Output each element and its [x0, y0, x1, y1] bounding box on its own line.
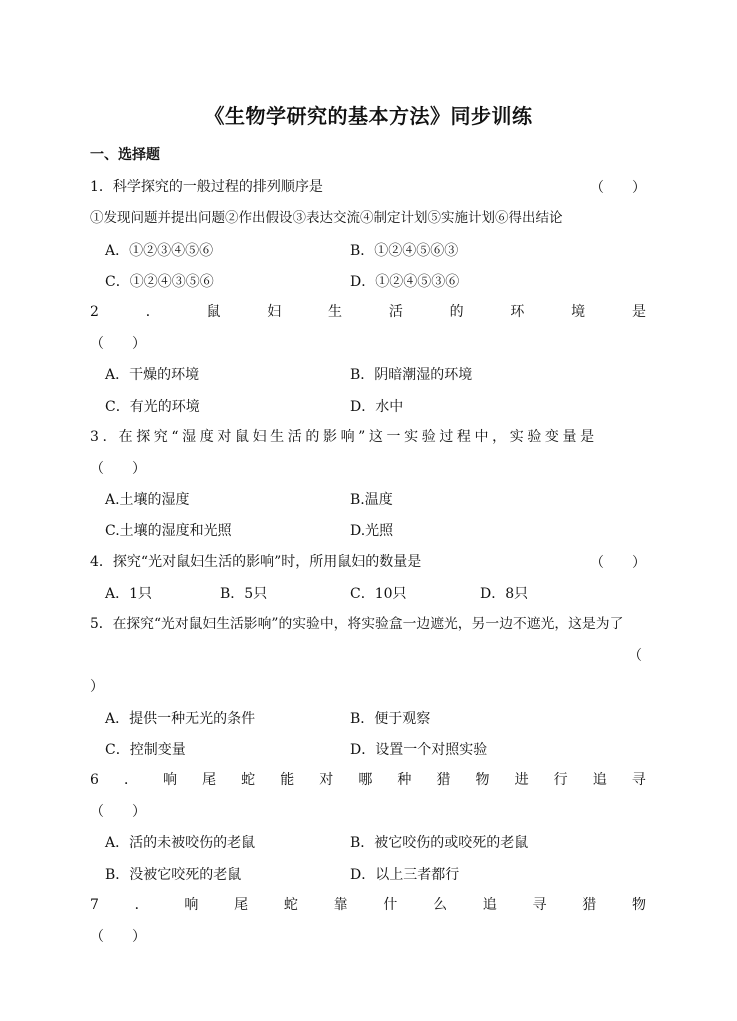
question-6-stem: 6 ． 响 尾 蛇 能 对 哪 种 猎 物 进 行 追 寻 — [90, 772, 646, 788]
option-a: A．①②③④⑤⑥ — [105, 243, 214, 259]
answer-bracket: （ ） — [90, 929, 146, 945]
question-5-stem: 5．在探究“光对鼠妇生活影响”的实验中，将实验盒一边遮光，另一边不遮光，这是为了 — [90, 616, 624, 632]
question-1-steps: ①发现问题并提出问题②作出假设③表达交流④制定计划⑤实施计划⑥得出结论 — [90, 210, 563, 226]
answer-bracket: （ ） — [90, 336, 146, 352]
option-c: C．10只 — [350, 586, 407, 602]
answer-bracket-close: ） — [90, 679, 104, 695]
answer-bracket: （ ） — [90, 461, 146, 477]
question-4-stem: 4．探究“光对鼠妇生活的影响”时，所用鼠妇的数量是 — [90, 554, 422, 570]
option-d: D．设置一个对照实验 — [350, 742, 488, 758]
option-c: B．没被它咬死的老鼠 — [105, 867, 242, 883]
question-3-stem: 3. 在探究“湿度对鼠妇生活的影响”这一实验过程中，实验变量是 — [90, 429, 598, 445]
option-d: D．①②④⑤③⑥ — [350, 274, 460, 290]
option-b: B．便于观察 — [350, 711, 431, 727]
option-d: D．水中 — [350, 399, 404, 415]
option-c: C．有光的环境 — [105, 399, 200, 415]
answer-bracket-open: （ — [628, 648, 642, 664]
answer-bracket: （ ） — [590, 180, 646, 196]
option-b: B．阴暗潮湿的环境 — [350, 367, 473, 383]
option-d: D．8只 — [480, 586, 529, 602]
option-a: A．活的未被咬伤的老鼠 — [105, 835, 256, 851]
option-b: B．①②④⑤⑥③ — [350, 243, 459, 259]
option-a: A．干燥的环境 — [105, 367, 200, 383]
option-b: B．5只 — [220, 586, 268, 602]
question-7-stem: 7 ． 响 尾 蛇 靠 什 么 追 寻 猎 物 — [90, 897, 646, 913]
option-b: B.温度 — [350, 492, 393, 508]
page-title: 《生物学研究的基本方法》同步训练 — [204, 104, 533, 128]
question-1-stem: 1．科学探究的一般过程的排列顺序是 — [90, 179, 323, 195]
option-c: C．①②④③⑤⑥ — [105, 274, 214, 290]
option-c: C.土壤的湿度和光照 — [105, 523, 232, 539]
option-a: A．1只 — [105, 586, 153, 602]
option-d: D.光照 — [350, 523, 394, 539]
option-a: A.土壤的湿度 — [105, 492, 190, 508]
section-heading: 一、选择题 — [90, 147, 160, 163]
question-2-stem: 2 ． 鼠 妇 生 活 的 环 境 是 — [90, 304, 646, 320]
answer-bracket: （ ） — [590, 555, 646, 571]
option-b: B．被它咬伤的或咬死的老鼠 — [350, 835, 529, 851]
option-d: D．以上三者都行 — [350, 867, 460, 883]
answer-bracket: （ ） — [90, 804, 146, 820]
option-a: A．提供一种无光的条件 — [105, 711, 256, 727]
option-c: C．控制变量 — [105, 742, 186, 758]
